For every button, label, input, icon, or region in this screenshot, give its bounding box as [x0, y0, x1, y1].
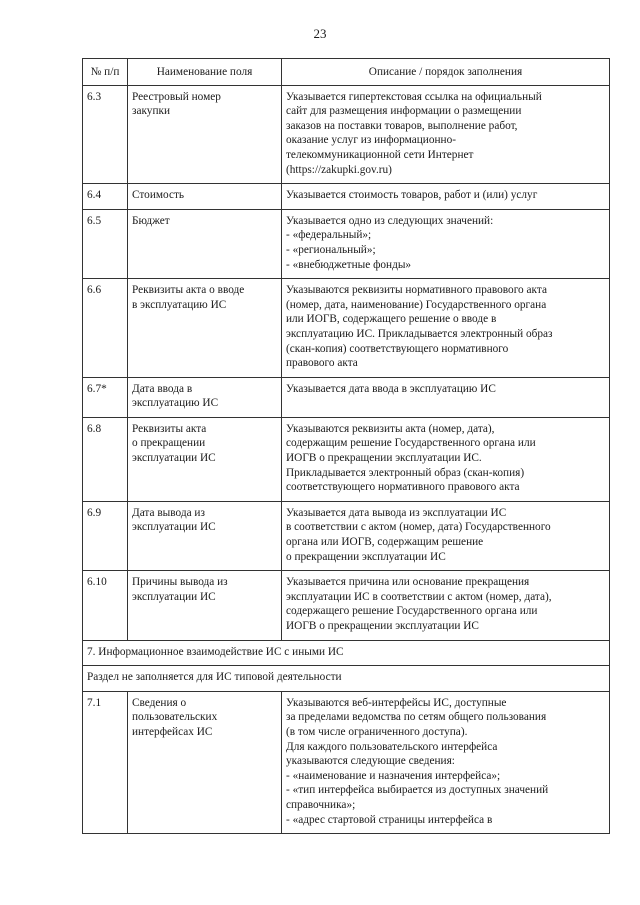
description-line: оказание услуг из информационно-	[286, 134, 456, 147]
description-line: Для каждого пользовательского интерфейса	[286, 740, 498, 753]
description-line: в соответствии с актом (номер, дата) Государственного	[286, 521, 551, 534]
field-name-cell	[128, 501, 282, 570]
description-line: или ИОГВ, содержащего решение о вводе в	[286, 313, 497, 326]
description-cell	[282, 571, 610, 640]
section-title: Раздел не заполняется для ИС типовой деятельности	[83, 666, 610, 692]
description-line: эксплуатации ИС в соответствии с актом (номер, дата),	[286, 590, 552, 603]
field-name-line: Реестровый номер	[132, 90, 221, 103]
description-line: Указывается одно из следующих значений:	[286, 214, 494, 227]
description-cell	[282, 377, 610, 417]
field-name-line: закупки	[132, 105, 171, 118]
table-row	[83, 279, 610, 378]
table-row	[83, 184, 610, 210]
field-name-line: Дата вывода из	[132, 506, 205, 519]
description-line: - «внебюджетные фонды»	[286, 258, 412, 271]
description-cell	[282, 85, 610, 184]
table-row	[83, 501, 610, 570]
description-line: Указывается дата ввода в эксплуатацию ИС	[286, 382, 496, 395]
description-line: - «региональный»;	[286, 243, 376, 256]
description-line: соответствующего нормативного правового акта	[286, 481, 520, 494]
description-line: Прикладывается электронный образ (скан-копия)	[286, 466, 525, 479]
description-line: ИОГВ о прекращении эксплуатации ИС.	[286, 452, 482, 465]
field-name-line: эксплуатацию ИС	[132, 397, 219, 410]
description-line: Указываются реквизиты нормативного правового акта	[286, 284, 547, 297]
field-name-line: пользовательских	[132, 711, 218, 724]
header-number: № п/п	[83, 59, 128, 86]
field-name-line: Причины вывода из	[132, 576, 228, 589]
table-row	[83, 571, 610, 640]
description-line: Указывается гипертекстовая ссылка на официальный	[286, 90, 542, 103]
section-row	[83, 640, 610, 666]
field-name-line: Реквизиты акта о вводе	[132, 284, 245, 297]
field-name-line: о прекращении	[132, 437, 206, 450]
description-line: - «адрес стартовой страницы интерфейса в	[286, 813, 493, 826]
field-name-cell	[128, 417, 282, 501]
description-line: содержащим решение Государственного органа или	[286, 437, 536, 450]
field-name-line: Дата ввода в	[132, 382, 193, 395]
row-number: 6.8	[83, 417, 128, 501]
row-number: 6.5	[83, 209, 128, 278]
description-line: за пределами ведомства по сетям общего пользования	[286, 711, 547, 724]
header-field-name: Наименование поля	[128, 59, 282, 86]
description-line: эксплуатацию ИС. Прикладывается электронный образ	[286, 327, 553, 340]
field-name-cell	[128, 377, 282, 417]
description-line: (в том числе ограниченного доступа).	[286, 725, 468, 738]
row-number: 6.9	[83, 501, 128, 570]
description-line: Указываются реквизиты акта (номер, дата),	[286, 422, 495, 435]
field-name-line: эксплуатации ИС	[132, 521, 216, 534]
description-cell	[282, 184, 610, 210]
description-cell	[282, 691, 610, 833]
description-line: Указывается стоимость товаров, работ и (или) услуг	[286, 189, 538, 202]
description-line: Указываются веб-интерфейсы ИС, доступные	[286, 696, 507, 709]
description-line: - «наименование и назначения интерфейса»;	[286, 769, 501, 782]
row-number: 7.1	[83, 691, 128, 833]
section-title: 7. Информационное взаимодействие ИС с иными ИС	[83, 640, 610, 666]
description-cell	[282, 501, 610, 570]
field-name-line: интерфейсах ИС	[132, 725, 213, 738]
page-number: 23	[313, 26, 327, 41]
description-line: заказов на поставки товаров, выполнение работ,	[286, 119, 518, 132]
table-row	[83, 85, 610, 184]
row-number: 6.6	[83, 279, 128, 378]
field-name-line: эксплуатации ИС	[132, 590, 216, 603]
description-line: содержащего решение Государственного органа или	[286, 605, 538, 618]
table-row	[83, 691, 610, 833]
table-row	[83, 209, 610, 278]
description-cell	[282, 417, 610, 501]
description-line: (номер, дата, наименование) Государственного органа	[286, 298, 547, 311]
field-name-cell	[128, 85, 282, 184]
table-row	[83, 417, 610, 501]
field-name-cell	[128, 571, 282, 640]
description-cell	[282, 209, 610, 278]
field-name-line: Бюджет	[132, 214, 170, 227]
header-description: Описание / порядок заполнения	[282, 59, 610, 86]
description-line: (скан-копия) соответствующего нормативного	[286, 342, 509, 355]
field-name-cell	[128, 209, 282, 278]
field-name-line: Сведения о	[132, 696, 187, 709]
field-name-cell	[128, 691, 282, 833]
description-line: Указывается дата вывода из эксплуатации ИС	[286, 506, 507, 519]
description-line: о прекращении эксплуатации ИС	[286, 550, 446, 563]
field-name-line: в эксплуатацию ИС	[132, 298, 227, 311]
table-body	[83, 85, 610, 834]
section-row	[83, 666, 610, 692]
description-line: ИОГВ о прекращении эксплуатации ИС	[286, 620, 479, 632]
description-line: справочника»;	[286, 798, 356, 811]
description-line: (https://zakupki.gov.ru)	[286, 163, 392, 176]
field-name-cell	[128, 184, 282, 210]
field-name-line: Стоимость	[132, 189, 185, 202]
description-cell	[282, 279, 610, 378]
table-header-row	[83, 59, 610, 86]
description-line: сайт для размещения информации о размещении	[286, 105, 522, 118]
row-number: 6.10	[83, 571, 128, 640]
description-line: - «федеральный»;	[286, 229, 372, 242]
row-number: 6.3	[83, 85, 128, 184]
row-number: 6.7*	[83, 377, 128, 417]
field-name-cell	[128, 279, 282, 378]
field-name-line: Реквизиты акта	[132, 422, 207, 435]
row-number: 6.4	[83, 184, 128, 210]
table-row	[83, 377, 610, 417]
field-name-line: эксплуатации ИС	[132, 452, 216, 465]
fields-table	[82, 58, 610, 834]
description-line: правового акта	[286, 357, 358, 370]
description-line: указываются следующие сведения:	[286, 755, 455, 768]
description-line: органа или ИОГВ, содержащим решение	[286, 536, 484, 549]
description-line: телекоммуникационной сети Интернет	[286, 148, 474, 161]
description-line: Указывается причина или основание прекращения	[286, 576, 530, 589]
description-line: - «тип интерфейса выбирается из доступных значений	[286, 784, 549, 797]
